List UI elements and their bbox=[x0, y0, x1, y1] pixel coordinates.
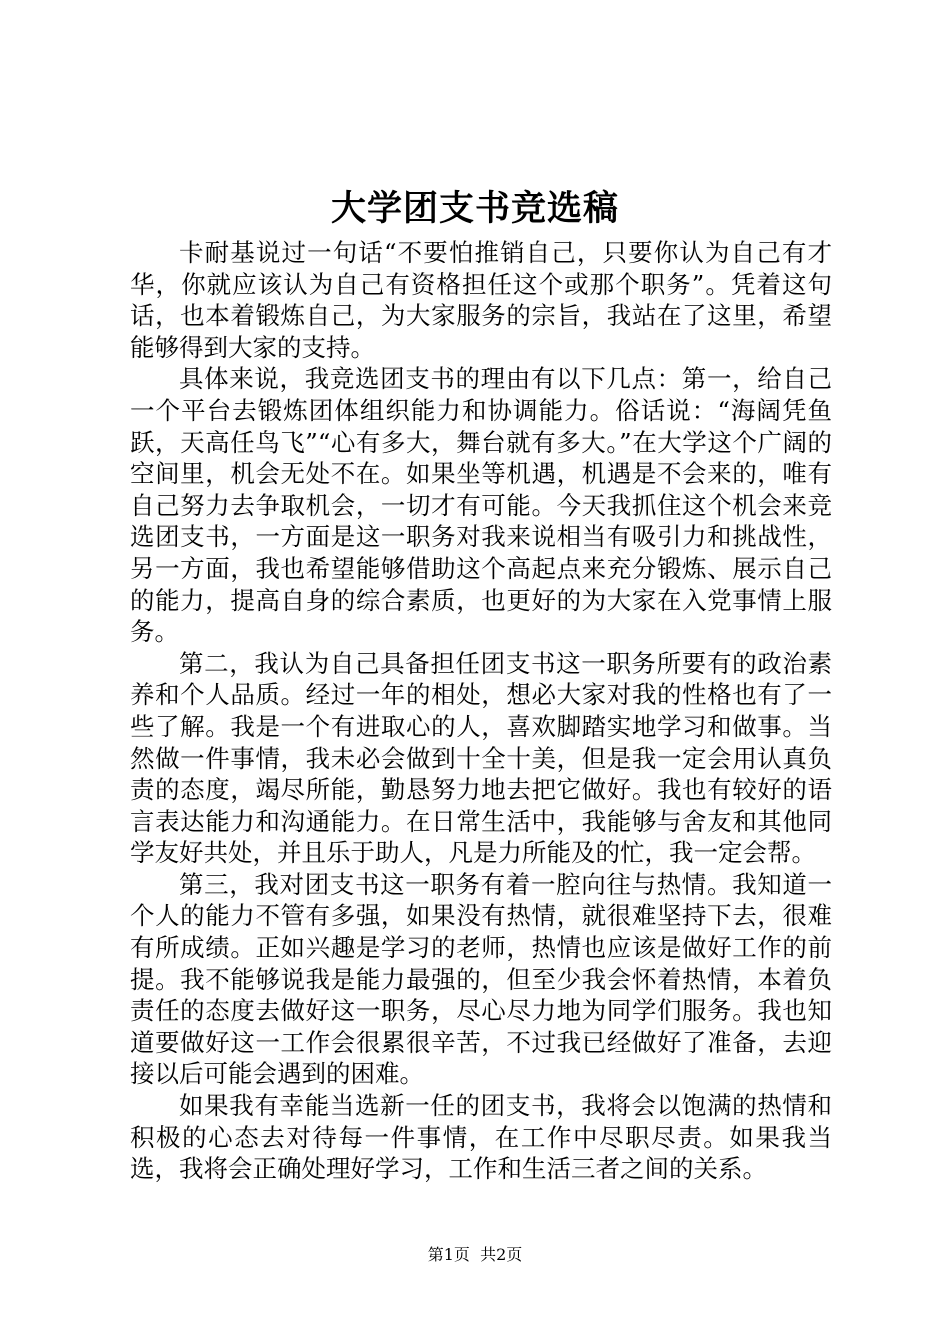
paragraph-2: 具体来说，我竞选团支书的理由有以下几点：第一，给自己一个平台去锻炼团体组织能力和协调能力。俗话说：“海阔凭鱼跃，天高任鸟飞”“心有多大，舞台就有多大。”在大学这个广阔的空间里，机会无处不在。如果坐等机遇，机遇是不会来的，唯有自己努力去争取机会，一切才有可能。今天我抓住这个机会来竞选团支书，一方面是这一职务对我来说相当有吸引力和挑战性，另一方面，我也希望能够借助这个高起点来充分锻炼、展示自己的能力，提高自身的综合素质，也更好的为大家在入党事情上服务。 bbox=[130, 364, 832, 647]
document-title: 大学团支书竞选稿 bbox=[330, 188, 619, 229]
document-body bbox=[130, 237, 832, 1185]
paragraph-1: 卡耐基说过一句话“不要怕推销自己，只要你认为自己有才华，你就应该认为自己有资格担任这个或那个职务”。凭着这句话，也本着锻炼自己，为大家服务的宗旨，我站在了这里，希望能够得到大家的支持。 bbox=[130, 238, 832, 362]
paragraph-5: 如果我有幸能当选新一任的团支书，我将会以饱满的热情和积极的心态去对待每一件事情，在工作中尽职尽责。如果我当选，我将会正确处理好学习，工作和生活三者之间的关系。 bbox=[130, 1091, 832, 1184]
page-indicator: 第1页 共2页 bbox=[427, 1245, 523, 1264]
paragraph-3: 第二，我认为自己具备担任团支书这一职务所要有的政治素养和个人品质。经过一年的相处，想必大家对我的性格也有了一些了解。我是一个有进取心的人，喜欢脚踏实地学习和做事。当然做一件事情，我未必会做到十全十美，但是我一定会用认真负责的态度，竭尽所能，勤恳努力地去把它做好。我也有较好的语言表达能力和沟通能力。在日常生活中，我能够与舍友和其他同学友好共处，并且乐于助人，凡是力所能及的忙，我一定会帮。 bbox=[130, 648, 832, 868]
page-footer bbox=[0, 1244, 950, 1266]
paragraph-4: 第三，我对团支书这一职务有着一腔向往与热情。我知道一个人的能力不管有多强，如果没有热情，就很难坚持下去，很难有所成绩。正如兴趣是学习的老师，热情也应该是做好工作的前提。我不能够说我是能力最强的，但至少我会怀着热情，本着负责任的态度去做好这一职务，尽心尽力地为同学们服务。我也知道要做好这一工作会很累很辛苦，不过我已经做好了准备，去迎接以后可能会遇到的困难。 bbox=[130, 869, 832, 1089]
